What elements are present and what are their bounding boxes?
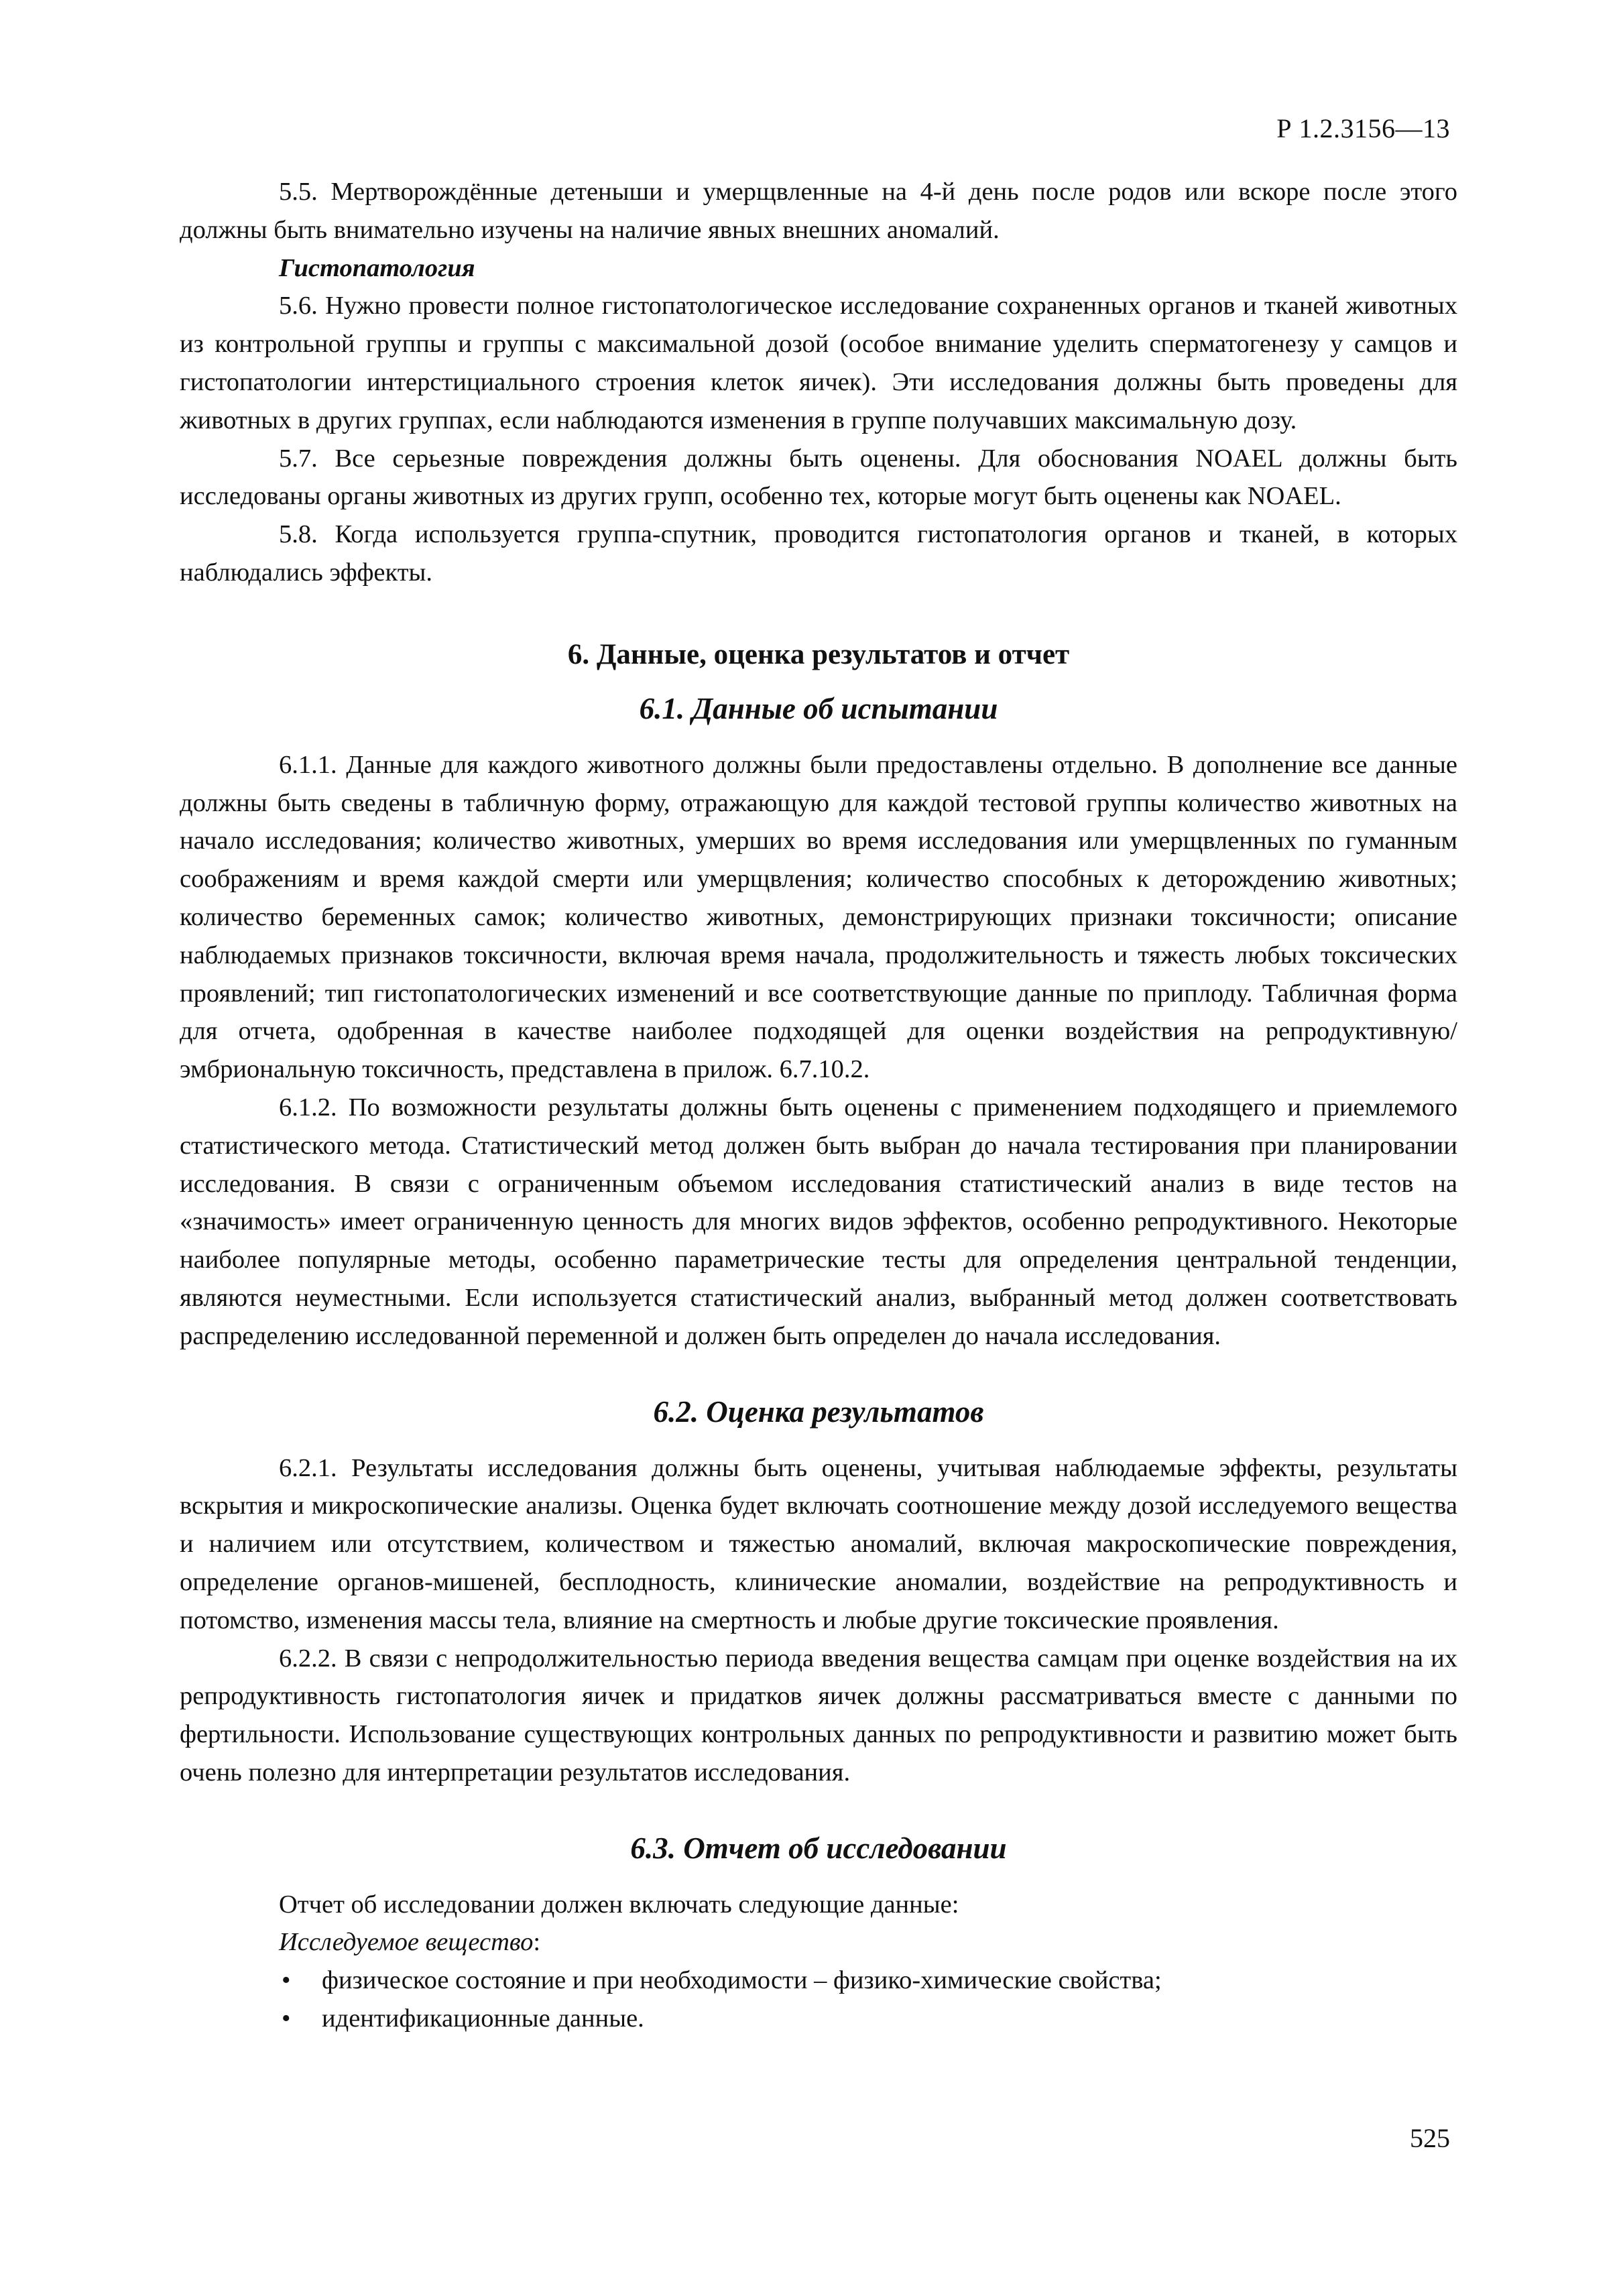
list-item bbox=[279, 2000, 1457, 2038]
bullet-icon: • bbox=[282, 2004, 291, 2033]
subsection-6-1-heading: 6.1. Данные об испытании bbox=[639, 691, 998, 725]
test-substance-list bbox=[180, 1961, 1457, 2038]
page-number: 525 bbox=[1410, 2123, 1450, 2153]
paragraph-5-8: 5.8. Когда используется группа-спутник, проводится гистопатология органов и тканей, в которых наблюдались эффекты. bbox=[180, 520, 1457, 587]
paragraph-5-5: 5.5. Мертворождённые детеныши и умерщвленные на 4-й день после родов или вскоре после этого должны быть внимательно изучены на наличие явных внешних аномалий. bbox=[180, 178, 1457, 244]
paragraph-6-1-1: 6.1.1. Данные для каждого животного должны были предоставлены отдельно. В дополнение все данные должны быть сведены в табличную форму, отражающую для каждой тестовой группы количество животных на начало исследования; количество животных, умерших во время исследования или умерщвленных по гуманным соображениям и время каждой смерти или умерщвления; количество способных к деторождению животных; количество беременных самок; количество животных, демонстрирующих признаки токсичности; описание наблюдаемых признаков токсичности, включая время начала, продолжительность и тяжесть любых токсических проявлений; тип гистопатологических изменений и все соответствующие данные по приплоду. Табличная форма для отчета, одобренная в качестве наиболее подходящей для оценки воздействия на репродуктивную/эмбриональную токсичность, представлена в прилож. 6.7.10.2. bbox=[180, 750, 1457, 1084]
section-6-heading: 6. Данные, оценка результатов и отчет bbox=[567, 638, 1070, 670]
paragraph-6-2-2: 6.2.2. В связи с непродолжительностью периода введения вещества самцам при оценке воздействия на их репродуктивность гистопатология яичек и придатков яичек должны рассматриваться вместе с данными по фертильности. Использование существующих контрольных данных по репродуктивности и развитию может быть очень полезно для интерпретации результатов исследования. bbox=[180, 1644, 1457, 1787]
subsection-6-2-heading: 6.2. Оценка результатов bbox=[653, 1394, 984, 1429]
bullet-icon: • bbox=[282, 1966, 291, 1995]
document-code: Р 1.2.3156—13 bbox=[1276, 113, 1450, 143]
page-content bbox=[180, 173, 1457, 2038]
test-substance-label-line bbox=[180, 1923, 1457, 1961]
paragraph-6-1-2: 6.1.2. По возможности результаты должны быть оценены с применением подходящего и приемлемого статистического метода. Статистический метод должен быть выбран до начала тестирования при планировании исследования. В связи с ограниченным объемом исследования статистический анализ в виде тестов на «значимость» имеет ограниченную ценность для многих видов эффектов, особенно репродуктивного. Некоторые наиболее популярные методы, особенно параметрические тесты для определения центральной тенденции, являются неуместными. Если используется статистический анализ, выбранный метод должен соответствовать распределению исследованной переменной и должен быть определен до начала исследования. bbox=[180, 1093, 1457, 1350]
list-item-text: физическое состояние и при необходимости – физико-химические свойства; bbox=[322, 1966, 1162, 1995]
report-intro: Отчет об исследовании должен включать следующие данные: bbox=[279, 1890, 959, 1919]
paragraph-5-6: 5.6. Нужно провести полное гистопатологическое исследование сохраненных органов и тканей животных из контрольной группы и группы с максимальной дозой (особое внимание уделить сперматогенезу у самцов и гистопатологии интерстициального строения клеток яичек). Эти исследования должны быть проведены для животных в других группах, если наблюдаются изменения в группе получавших максимальную дозу. bbox=[180, 292, 1457, 434]
test-substance-label: Исследуемое вещество bbox=[279, 1928, 534, 1957]
subsection-6-3-heading: 6.3. Отчет об исследовании bbox=[630, 1831, 1007, 1865]
paragraph-6-2-1: 6.2.1. Результаты исследования должны быть оценены, учитывая наблюдаемые эффекты, результаты вскрытия и микроскопические анализы. Оценка будет включать соотношение между дозой исследуемого вещества и наличием или отсутствием, количеством и тяжестью аномалий, включая макроскопические повреждения, определение органов-мишеней, бесплодность, клинические аномалии, воздействие на репродуктивность и потомство, изменения массы тела, влияние на смертность и любые другие токсические проявления. bbox=[180, 1453, 1457, 1634]
paragraph-5-7: 5.7. Все серьезные повреждения должны быть оценены. Для обоснования NOAEL должны быть исследованы органы животных из других групп, особенно тех, которые могут быть оценены как NOAEL. bbox=[180, 444, 1457, 511]
list-item-text: идентификационные данные. bbox=[322, 2004, 644, 2033]
histopathology-heading: Гистопатология bbox=[279, 253, 475, 282]
test-substance-colon: : bbox=[533, 1928, 541, 1957]
list-item bbox=[279, 1961, 1457, 2000]
